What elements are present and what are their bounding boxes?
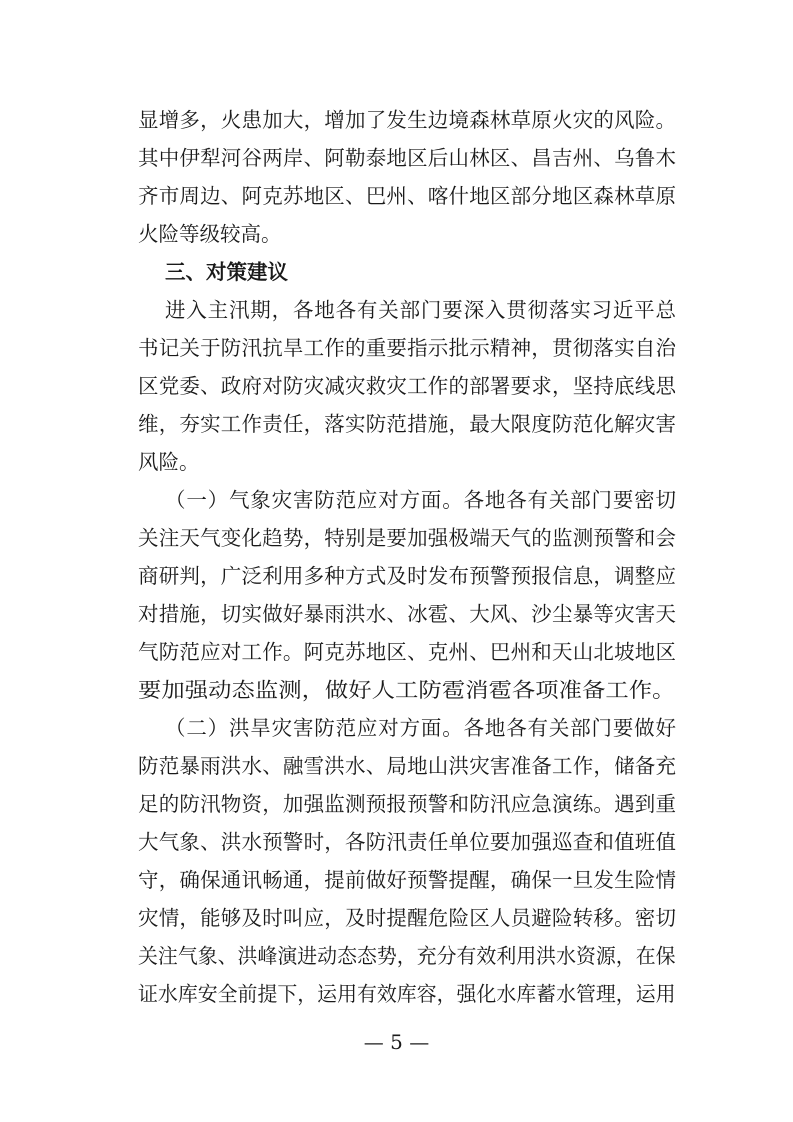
- text-line-14: 对措施，切实做好暴雨洪水、冰雹、大风、沙尘暴等灾害天: [138, 602, 677, 626]
- text-line-22: 灾情，能够及时叫应，及时提醒危险区人员避险转移。密切: [138, 906, 677, 930]
- text-line-2: 其中伊犁河谷两岸、阿勒泰地区后山林区、昌吉州、乌鲁木: [138, 146, 677, 170]
- text-line-4: 火险等级较高。: [138, 222, 282, 246]
- text-line-18: 防范暴雨洪水、融雪洪水、局地山洪灾害准备工作，储备充: [138, 754, 677, 778]
- text-line-3: 齐市周边、阿克苏地区、巴州、喀什地区部分地区森林草原: [138, 184, 677, 208]
- text-line-10: 风险。: [138, 450, 200, 474]
- text-line-19: 足的防汛物资，加强监测预报预警和防汛应急演练。遇到重: [138, 792, 677, 816]
- subsection-1-start: （一）气象灾害防范应对方面。各地各有关部门要密切: [165, 488, 677, 512]
- text-line-8: 区党委、政府对防灾减灾救灾工作的部署要求，坚持底线思: [138, 374, 677, 398]
- text-line-7: 书记关于防汛抗旱工作的重要指示批示精神，贯彻落实自治: [138, 336, 677, 360]
- text-line-6: 进入主汛期，各地各有关部门要深入贯彻落实习近平总: [165, 298, 677, 322]
- text-line-13: 商研判，广泛利用多种方式及时发布预警预报信息，调整应: [138, 564, 677, 588]
- text-line-1: 显增多，火患加大，增加了发生边境森林草原火灾的风险。: [138, 108, 677, 132]
- page-number: — 5 —: [363, 1030, 430, 1054]
- text-line-21: 守，确保通讯畅通，提前做好预警提醒，确保一旦发生险情: [138, 868, 677, 892]
- text-line-9: 维，夯实工作责任，落实防范措施，最大限度防范化解灾害: [138, 412, 677, 436]
- subsection-2-start: （二）洪旱灾害防范应对方面。各地各有关部门要做好: [165, 716, 677, 740]
- section-heading: 三、对策建议: [165, 260, 288, 284]
- text-line-16: 要加强动态监测，做好人工防雹消雹各项准备工作。: [138, 678, 676, 702]
- text-line-23: 关注气象、洪峰演进动态态势，充分有效利用洪水资源，在保: [138, 944, 676, 968]
- text-line-15: 气防范应对工作。阿克苏地区、克州、巴州和天山北坡地区: [138, 640, 677, 664]
- text-line-12: 关注天气变化趋势，特别是要加强极端天气的监测预警和会: [138, 526, 677, 550]
- text-line-24: 证水库安全前提下，运用有效库容，强化水库蓄水管理，运用: [138, 982, 676, 1006]
- text-line-20: 大气象、洪水预警时，各防汛责任单位要加强巡查和值班值: [138, 830, 677, 854]
